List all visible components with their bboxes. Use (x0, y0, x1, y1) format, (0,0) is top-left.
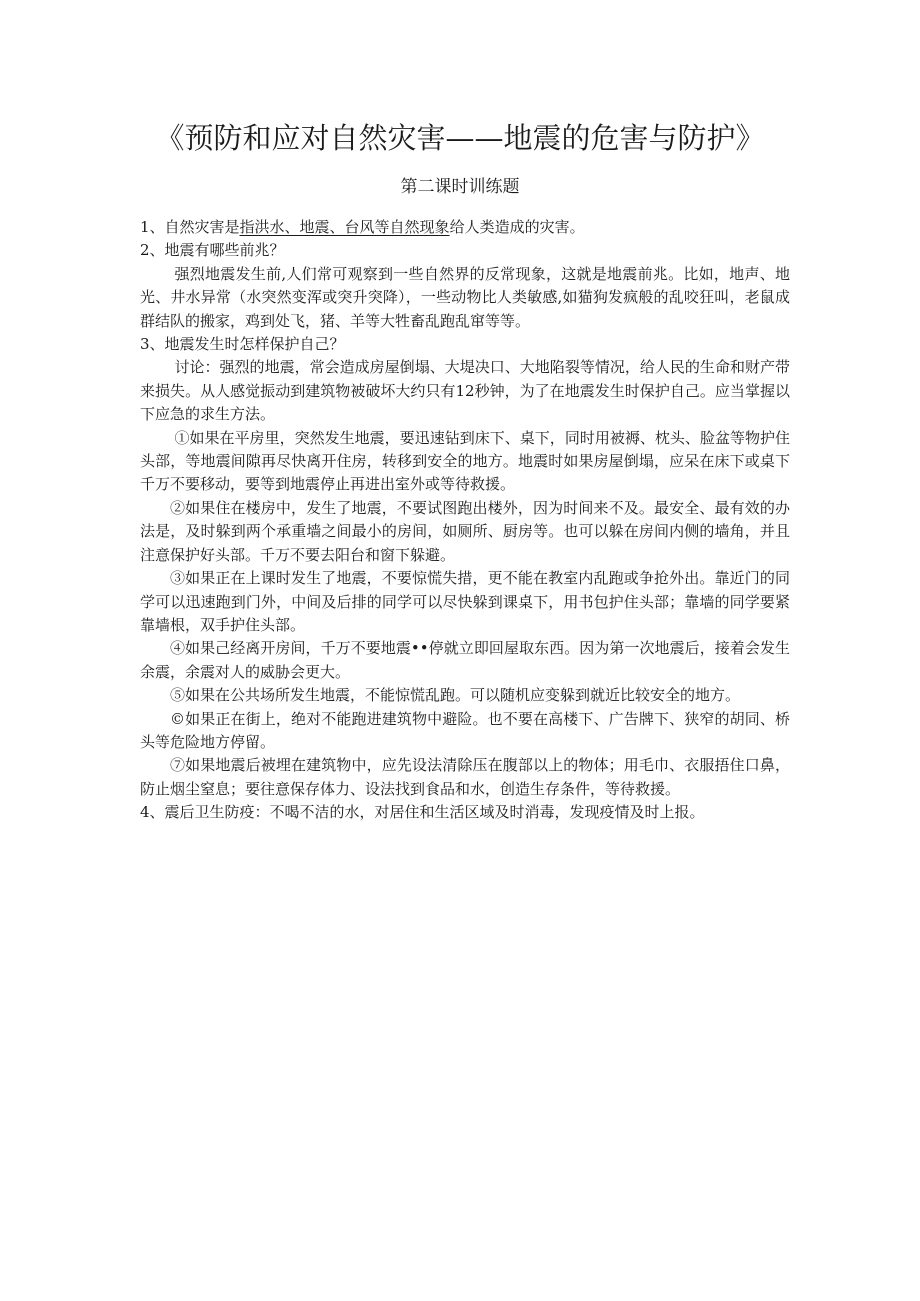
question-3-item-1: ①如果在平房里，突然发生地震，要迅速钻到床下、桌下，同时用被褥、枕头、脸盆等物护住头部，等地震间隙再尽快离开住房，转移到安全的地方。地震时如果房屋倒塌，应呆在床下或桌下千万不要移动，要等到地震停止再进出室外或等待救援。 (140, 428, 790, 494)
document-subtitle: 第二课时训练题 (400, 177, 520, 197)
question-3-item-3: ③如果正在上课时发生了地震，不要惊慌失措，更不能在教室内乱跑或争抢外出。靠近门的同学可以迅速跑到门外，中间及后排的同学可以尽快躲到课桌下，用书包护住头部；靠墙的同学要紧靠墙根，双手护住头部。 (140, 569, 790, 634)
question-3-discussion: 讨论：强烈的地震，常会造成房屋倒塌、大堤决口、大地陷裂等情况，给人民的生命和财产带来损失。从人感觉振动到建筑物被破坏大约只有12秒钟，为了在地震发生时保护自己。应当掌握以下应急的求生方法。 (140, 358, 790, 424)
question-2: 2、地震有哪些前兆？ (140, 241, 285, 260)
question-3-item-7: ⑦如果地震后被埋在建筑物中，应先设法清除压在腹部以上的物体；用毛巾、衣服捂住口鼻，防止烟尘窒息；要往意保存体力、设法找到食品和水，创造生存条件，等待救援。 (140, 756, 790, 798)
question-1-prefix: 1、自然灾害是 (140, 218, 240, 236)
question-1-suffix: 给人类造成的灾害。 (449, 218, 585, 236)
question-3-item-4: ④如果己经离开房间，千万不要地震••停就立即回屋取东西。因为第一次地震后，接着会发生余震，余震对人的威胁会更大。 (140, 639, 790, 681)
question-3: 3、地震发生时怎样保护自己？ (140, 335, 345, 354)
question-3-item-2: ②如果住在楼房中，发生了地震，不要试图跑出楼外，因为时间来不及。最安全、最有效的办法是，及时躲到两个承重墙之间最小的房间，如厕所、厨房等。也可以躲在房间内侧的墙角，并且注意保护好头部。千万不要去阳台和窗下躲避。 (140, 498, 790, 564)
question-1-answer-underlined: 指洪水、地震、台风等自然现象 (239, 218, 450, 236)
question-2-answer: 强烈地震发生前,人们常可观察到一些自然界的反常现象，这就是地震前兆。比如，地声、地光、井水异常（水突然变浑或突升突降），一些动物比人类敏感,如猫狗发疯般的乱咬狂叫，老鼠成群结队的搬家，鸡到处飞，猪、羊等大牲畜乱跑乱窜等等。 (140, 264, 790, 330)
question-1 (140, 216, 790, 239)
question-4: 4、震后卫生防疫：不喝不洁的水，对居住和生活区域及时消毒，发现疫情及时上报。 (140, 803, 705, 822)
document-body (140, 216, 790, 825)
document-title: 《预防和应对自然灾害——地震的危害与防护》 (155, 121, 765, 155)
question-3-item-5: ⑤如果在公共场所发生地震，不能惊慌乱跑。可以随机应变躲到就近比较安全的地方。 (170, 686, 741, 705)
question-3-item-6: ©如果正在街上，绝对不能跑进建筑物中避险。也不要在高楼下、广告牌下、狭窄的胡同、桥头等危险地方停留。 (140, 709, 790, 751)
